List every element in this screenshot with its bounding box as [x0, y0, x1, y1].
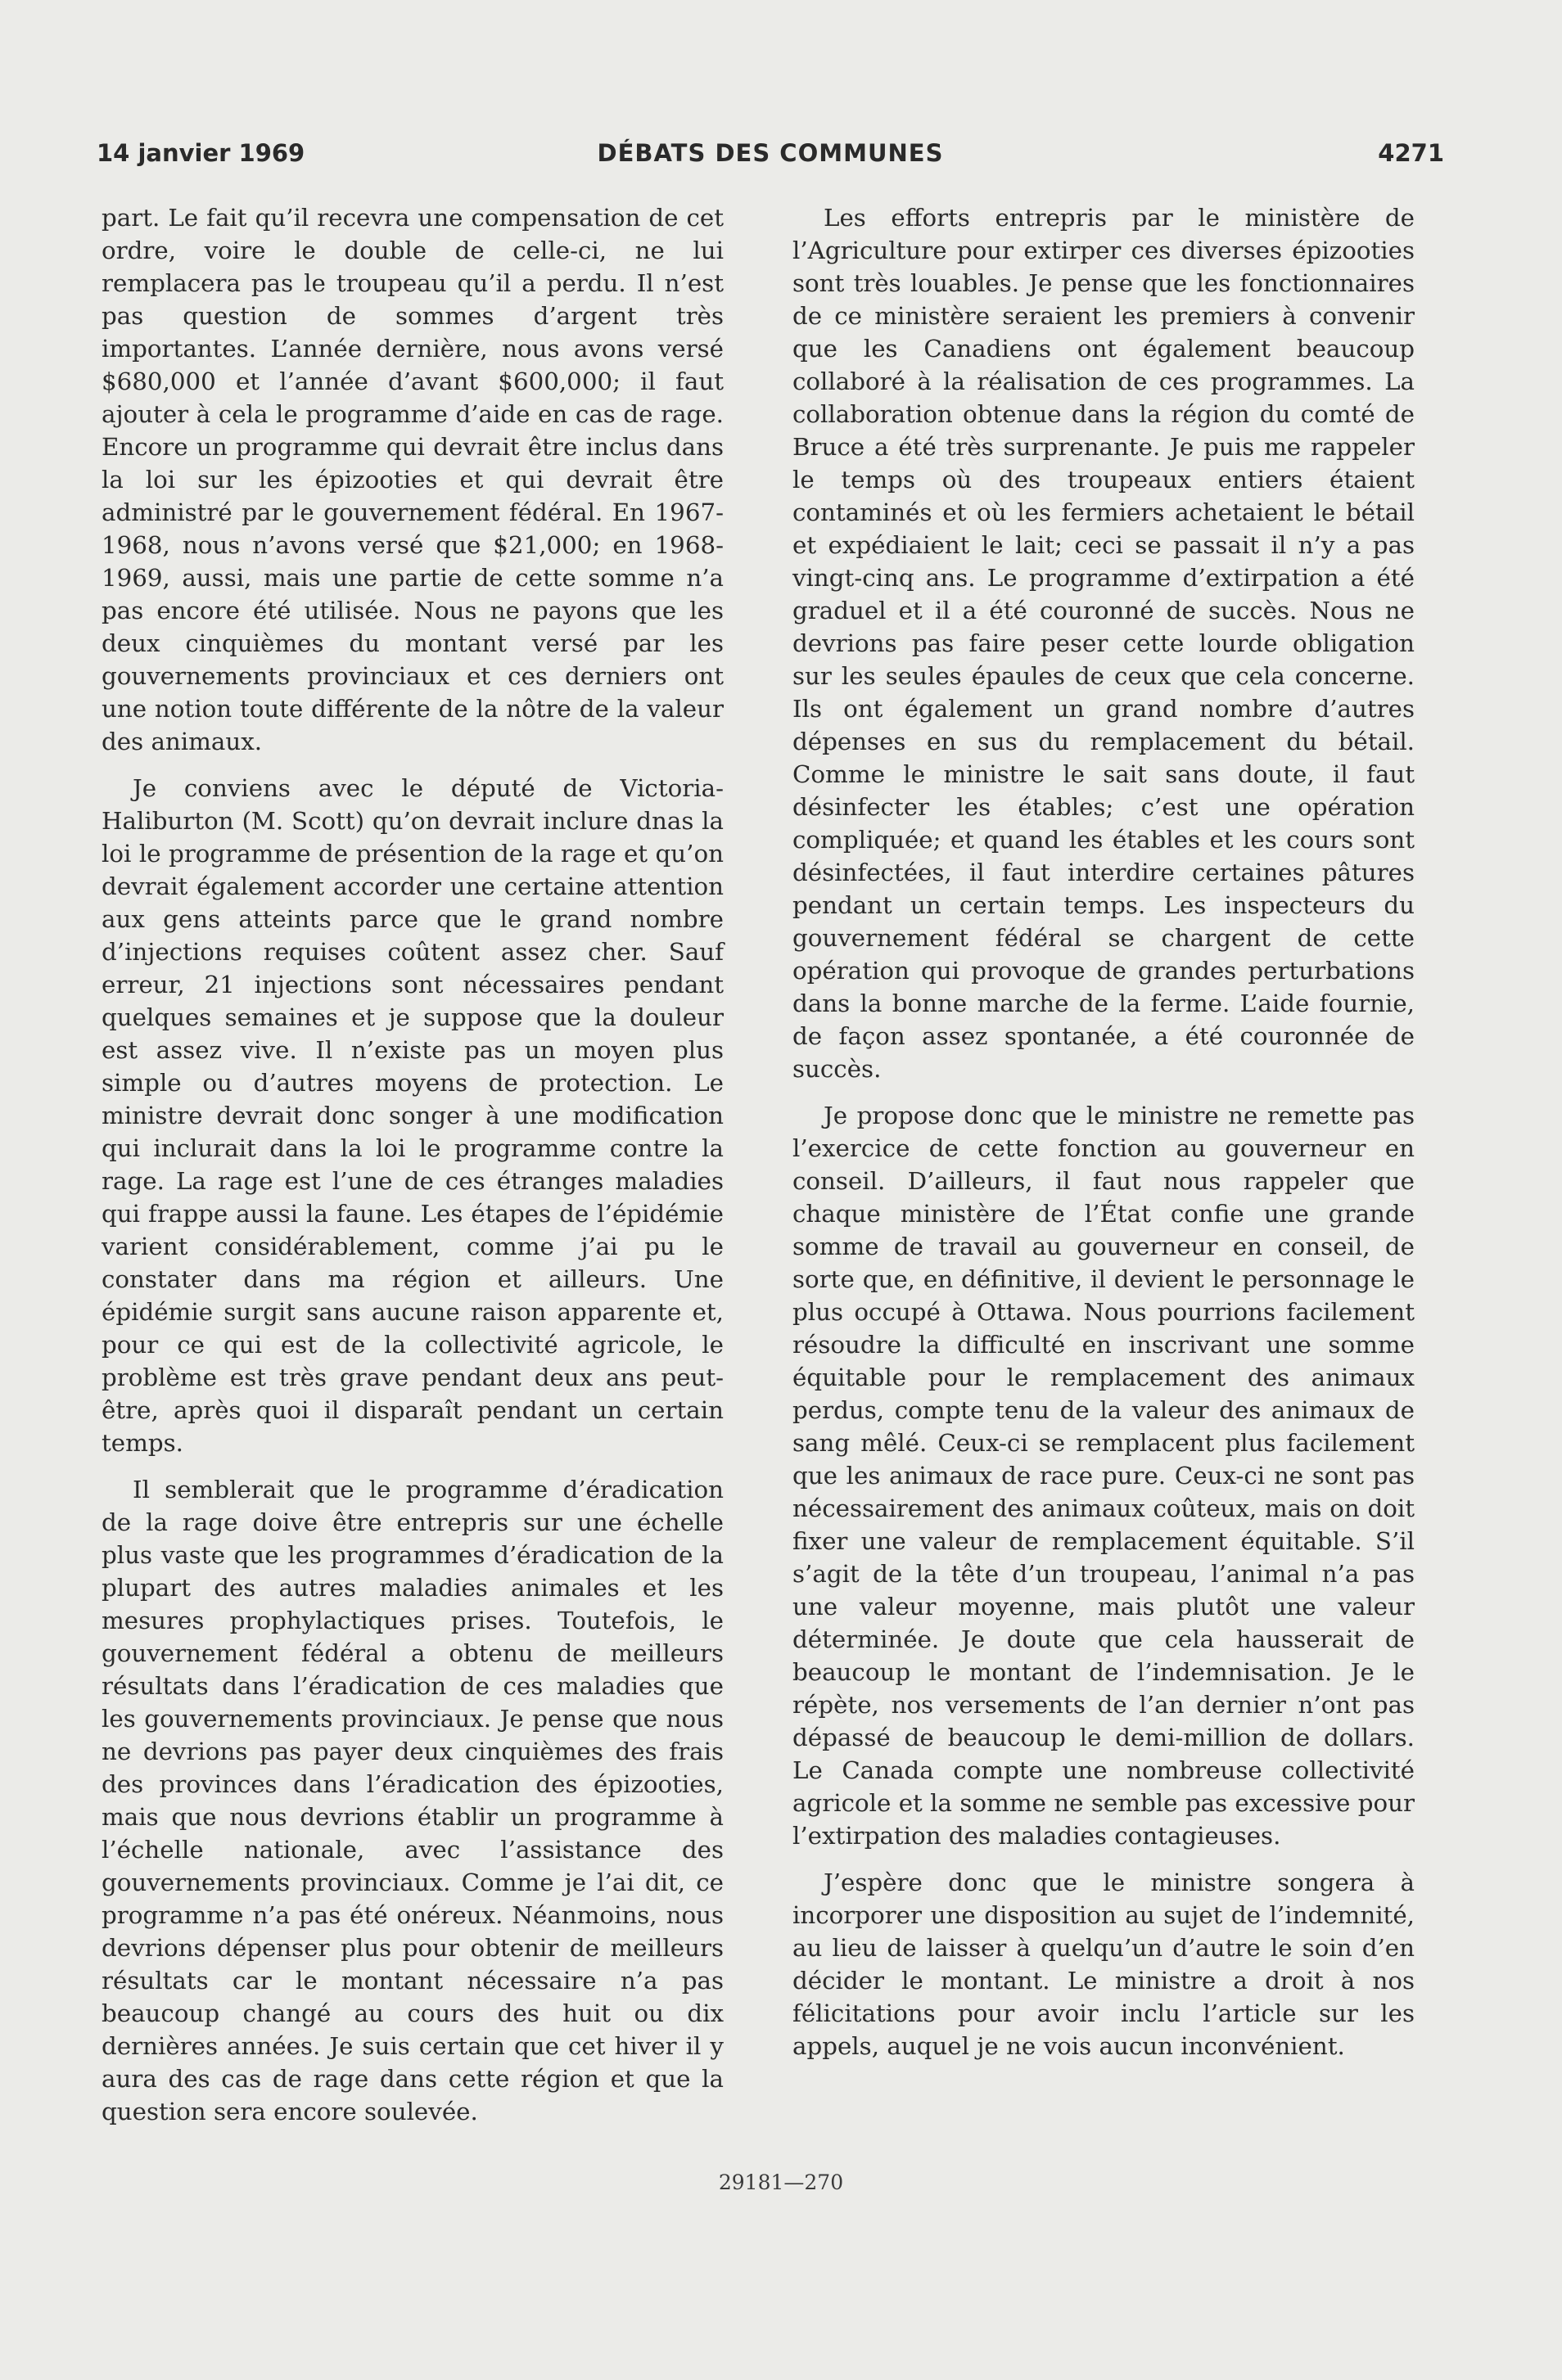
page-header — [97, 139, 1444, 175]
right-paragraph-3: J’espère donc que le ministre songera à incorporer une disposition au sujet de l’indemnité, au lieu de laisser à quelqu’un d’autre le soin d’en décider le montant. Le ministre a droit à nos félicitations pour avoir inclu l’article sur les appels, auquel je ne vois aucun inconvénient. — [792, 1868, 1415, 2060]
header-page-number: 4271 — [1378, 139, 1444, 167]
left-paragraph-1: part. Le fait qu’il recevra une compensation de cet ordre, voire le double de celle-ci, ne lui remplacera pas le troupeau qu’il a perdu. Il n’est pas question de sommes d’argent très importantes. L’année dernière, nous avons versé $680,000 et l’année d’avant $600,000; il faut ajouter à cela le programme d’aide en cas de rage. Encore un programme qui devrait être inclus dans la loi sur les épizooties et qui devrait être administré par le gouvernement fédéral. En 1967-1968, nous n’avons versé que $21,000; en 1968-1969, aussi, mais une partie de cette somme n’a pas encore été utilisée. Nous ne payons que les deux cinquièmes du montant versé par les gouvernements provinciaux et ces derniers ont une notion toute différente de la nôtre de la valeur des animaux. — [102, 204, 724, 755]
page-footer-code: 29181—270 — [718, 2170, 844, 2194]
left-paragraph-2: Je conviens avec le député de Victoria-Haliburton (M. Scott) qu’on devrait inclure dnas la loi le programme de présention de la rage et qu’on devrait également accorder une certaine attention aux gens atteints parce que le grand nombre d’injections requises coûtent assez cher. Sauf erreur, 21 injections sont nécessaires pendant quelques semaines et je suppose que la douleur est assez vive. Il n’existe pas un moyen plus simple ou d’autres moyens de protection. Le ministre devrait donc songer à une modification qui inclurait dans la loi le programme contre la rage. La rage est l’une de ces étranges maladies qui frappe aussi la faune. Les étapes de l’épidémie varient considérablement, comme j’ai pu le constater dans ma région et ailleurs. Une épidémie surgit sans aucune raison apparente et, pour ce qui est de la collectivité agricole, le problème est très grave pendant deux ans peut-être, après quoi il disparaît pendant un certain temps. — [102, 774, 724, 1457]
left-column — [102, 201, 724, 2128]
right-column — [792, 201, 1415, 2062]
header-date: 14 janvier 1969 — [97, 139, 305, 167]
header-title: DÉBATS DES COMMUNES — [597, 139, 944, 167]
left-paragraph-3: Il semblerait que le programme d’éradication de la rage doive être entrepris sur une échelle plus vaste que les programmes d’éradication de la plupart des autres maladies animales et les mesures prophylactiques prises. Toutefois, le gouvernement fédéral a obtenu de meilleurs résultats dans l’éradication de ces maladies que les gouvernements provinciaux. Je pense que nous ne devrions pas payer deux cinquièmes des frais des provinces dans l’éradication des épizooties, mais que nous devrions établir un programme à l’échelle nationale, avec l’assistance des gouvernements provinciaux. Comme je l’ai dit, ce programme n’a pas été onéreux. Néanmoins, nous devrions dépenser plus pour obtenir de meilleurs résultats car le montant nécessaire n’a pas beaucoup changé au cours des huit ou dix dernières années. Je suis certain que cet hiver il y aura des cas de rage dans cette région et que la question sera encore soulevée. — [102, 1476, 724, 2125]
right-paragraph-2: Je propose donc que le ministre ne remette pas l’exercice de cette fonction au gouverneur en conseil. D’ailleurs, il faut nous rappeler que chaque ministère de l’État confie une grande somme de travail au gouverneur en conseil, de sorte que, en définitive, il devient le personnage le plus occupé à Ottawa. Nous pourrions facilement résoudre la difficulté en inscrivant une somme équitable pour le remplacement des animaux perdus, compte tenu de la valeur des animaux de sang mêlé. Ceux-ci se remplacent plus facilement que les animaux de race pure. Ceux-ci ne sont pas nécessairement des animaux coûteux, mais on doit fixer une valeur de remplacement équitable. S’il s’agit de la tête d’un troupeau, l’animal n’a pas une valeur moyenne, mais plutôt une valeur déterminée. Je doute que cela hausserait de beaucoup le montant de l’indemnisation. Je le répète, nos versements de l’an dernier n’ont pas dépassé de beaucoup le demi-million de dollars. Le Canada compte une nombreuse collectivité agricole et la somme ne semble pas excessive pour l’extirpation des maladies contagieuses. — [792, 1102, 1415, 1850]
right-paragraph-1: Les efforts entrepris par le ministère de l’Agriculture pour extirper ces diverses épizooties sont très louables. Je pense que les fonctionnaires de ce ministère seraient les premiers à convenir que les Canadiens ont également beaucoup collaboré à la réalisation de ces programmes. La collaboration obtenue dans la région du comté de Bruce a été très surprenante. Je puis me rappeler le temps où des troupeaux entiers étaient contaminés et où les fermiers achetaient le bétail et expédiaient le lait; ceci se passait il n’y a pas vingt-cinq ans. Le programme d’extirpation a été graduel et il a été couronné de succès. Nous ne devrions pas faire peser cette lourde obligation sur les seules épaules de ceux que cela concerne. Ils ont également un grand nombre d’autres dépenses en sus du remplacement du bétail. Comme le ministre le sait sans doute, il faut désinfecter les étables; c’est une opération compliquée; et quand les étables et les cours sont désinfectées, il faut interdire certaines pâtures pendant un certain temps. Les inspecteurs du gouvernement fédéral se chargent de cette opération qui provoque de grandes perturbations dans la bonne marche de la ferme. L’aide fournie, de façon assez spontanée, a été couronnée de succès. — [792, 204, 1415, 1083]
